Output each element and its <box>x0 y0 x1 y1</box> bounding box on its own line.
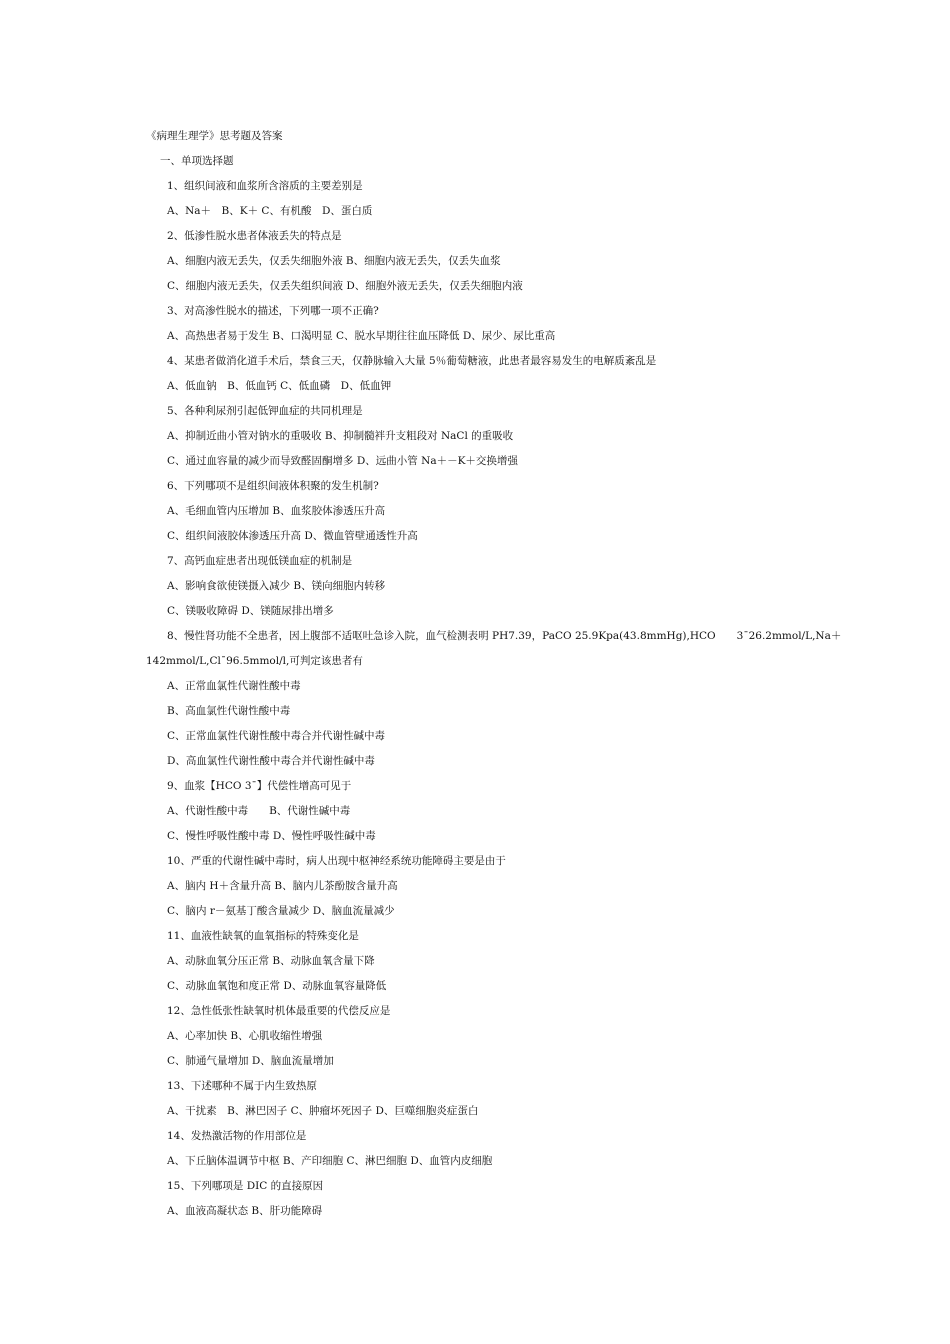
option-line: B、高血氯性代谢性酸中毒 <box>167 705 291 717</box>
option-line: C、脑内 r－氨基丁酸含量减少 D、脑血流量减少 <box>167 905 395 917</box>
question-line: 9、血浆【HCO 3ˉ】代偿性增高可见于 <box>167 780 352 792</box>
option-line: A、正常血氯性代谢性酸中毒 <box>167 680 301 692</box>
question-line: 5、各种利尿剂引起低钾血症的共同机理是 <box>167 405 363 417</box>
option-line: A、代谢性酸中毒 B、代谢性碱中毒 <box>167 805 351 817</box>
question-line: 15、下列哪项是 DIC 的直接原因 <box>167 1180 324 1192</box>
document-title: 《病理生理学》思考题及答案 <box>146 130 283 142</box>
option-line: A、影响食欲使镁摄入减少 B、镁向细胞内转移 <box>167 580 386 592</box>
question-line: 4、某患者做消化道手术后，禁食三天，仅静脉输入大量 5％葡萄糖液，此患者最容易发生的电解质紊乱是 <box>167 355 657 367</box>
section-heading: 一、单项选择题 <box>160 155 234 167</box>
option-line: A、干扰素 B、淋巴因子 C、肿瘤坏死因子 D、巨噬细胞炎症蛋白 <box>167 1105 479 1117</box>
question-line: 1、组织间液和血浆所含溶质的主要差别是 <box>167 180 363 192</box>
option-line: C、镁吸收障碍 D、镁随尿排出增多 <box>167 605 334 617</box>
question-line-continued: 142mmol/L,Clˉ96.5mmol/l,可判定该患者有 <box>146 655 363 667</box>
option-line: A、血液高凝状态 B、肝功能障碍 <box>167 1205 323 1217</box>
option-line: C、正常血氯性代谢性酸中毒合并代谢性碱中毒 <box>167 730 386 742</box>
question-line: 2、低渗性脱水患者体液丢失的特点是 <box>167 230 342 242</box>
option-line: C、细胞内液无丢失，仅丢失组织间液 D、细胞外液无丢失，仅丢失细胞内液 <box>167 280 523 292</box>
option-line: C、动脉血氧饱和度正常 D、动脉血氧容量降低 <box>167 980 387 992</box>
question-line: 8、慢性肾功能不全患者，因上腹部不适呕吐急诊入院，血气检测表明 PH7.39，PaCO 25.9Kpa(43.8mmHg),HCO 3ˉ26.2mmol/L,Na＋ <box>167 630 842 642</box>
question-line: 12、急性低张性缺氧时机体最重要的代偿反应是 <box>167 1005 391 1017</box>
option-line: A、下丘脑体温调节中枢 B、产印细胞 C、淋巴细胞 D、血管内皮细胞 <box>167 1155 493 1167</box>
option-line: A、细胞内液无丢失，仅丢失细胞外液 B、细胞内液无丢失，仅丢失血浆 <box>167 255 501 267</box>
option-line: D、高血氯性代谢性酸中毒合并代谢性碱中毒 <box>167 755 375 767</box>
option-line: A、Na＋ B、K＋ C、有机酸 D、蛋白质 <box>167 205 373 217</box>
option-line: A、脑内 H＋含量升高 B、脑内儿茶酚胺含量升高 <box>167 880 398 892</box>
option-line: C、肺通气量增加 D、脑血流量增加 <box>167 1055 334 1067</box>
option-line: C、慢性呼吸性酸中毒 D、慢性呼吸性碱中毒 <box>167 830 376 842</box>
option-line: A、低血钠 B、低血钙 C、低血磷 D、低血钾 <box>167 380 392 392</box>
option-line: C、组织间液胶体渗透压升高 D、微血管壁通透性升高 <box>167 530 418 542</box>
option-line: A、高热患者易于发生 B、口渴明显 C、脱水早期往往血压降低 D、尿少、尿比重高 <box>167 330 556 342</box>
question-line: 3、对高渗性脱水的描述，下列哪一项不正确? <box>167 305 379 317</box>
option-line: A、心率加快 B、心肌收缩性增强 <box>167 1030 323 1042</box>
question-line: 11、血液性缺氧的血氧指标的特殊变化是 <box>167 930 359 942</box>
question-line: 10、严重的代谢性碱中毒时，病人出现中枢神经系统功能障碍主要是由于 <box>167 855 506 867</box>
option-line: C、通过血容量的减少而导致醛固酮增多 D、远曲小管 Na＋－K＋交换增强 <box>167 455 518 467</box>
option-line: A、抑制近曲小管对钠水的重吸收 B、抑制髓袢升支粗段对 NaCl 的重吸收 <box>167 430 514 442</box>
question-line: 6、下列哪项不是组织间液体积聚的发生机制? <box>167 480 379 492</box>
question-line: 13、下述哪种不属于内生致热原 <box>167 1080 317 1092</box>
question-line: 14、发热激活物的作用部位是 <box>167 1130 307 1142</box>
option-line: A、毛细血管内压增加 B、血浆胶体渗透压升高 <box>167 505 386 517</box>
option-line: A、动脉血氧分压正常 B、动脉血氧含量下降 <box>167 955 375 967</box>
question-line: 7、高钙血症患者出现低镁血症的机制是 <box>167 555 353 567</box>
